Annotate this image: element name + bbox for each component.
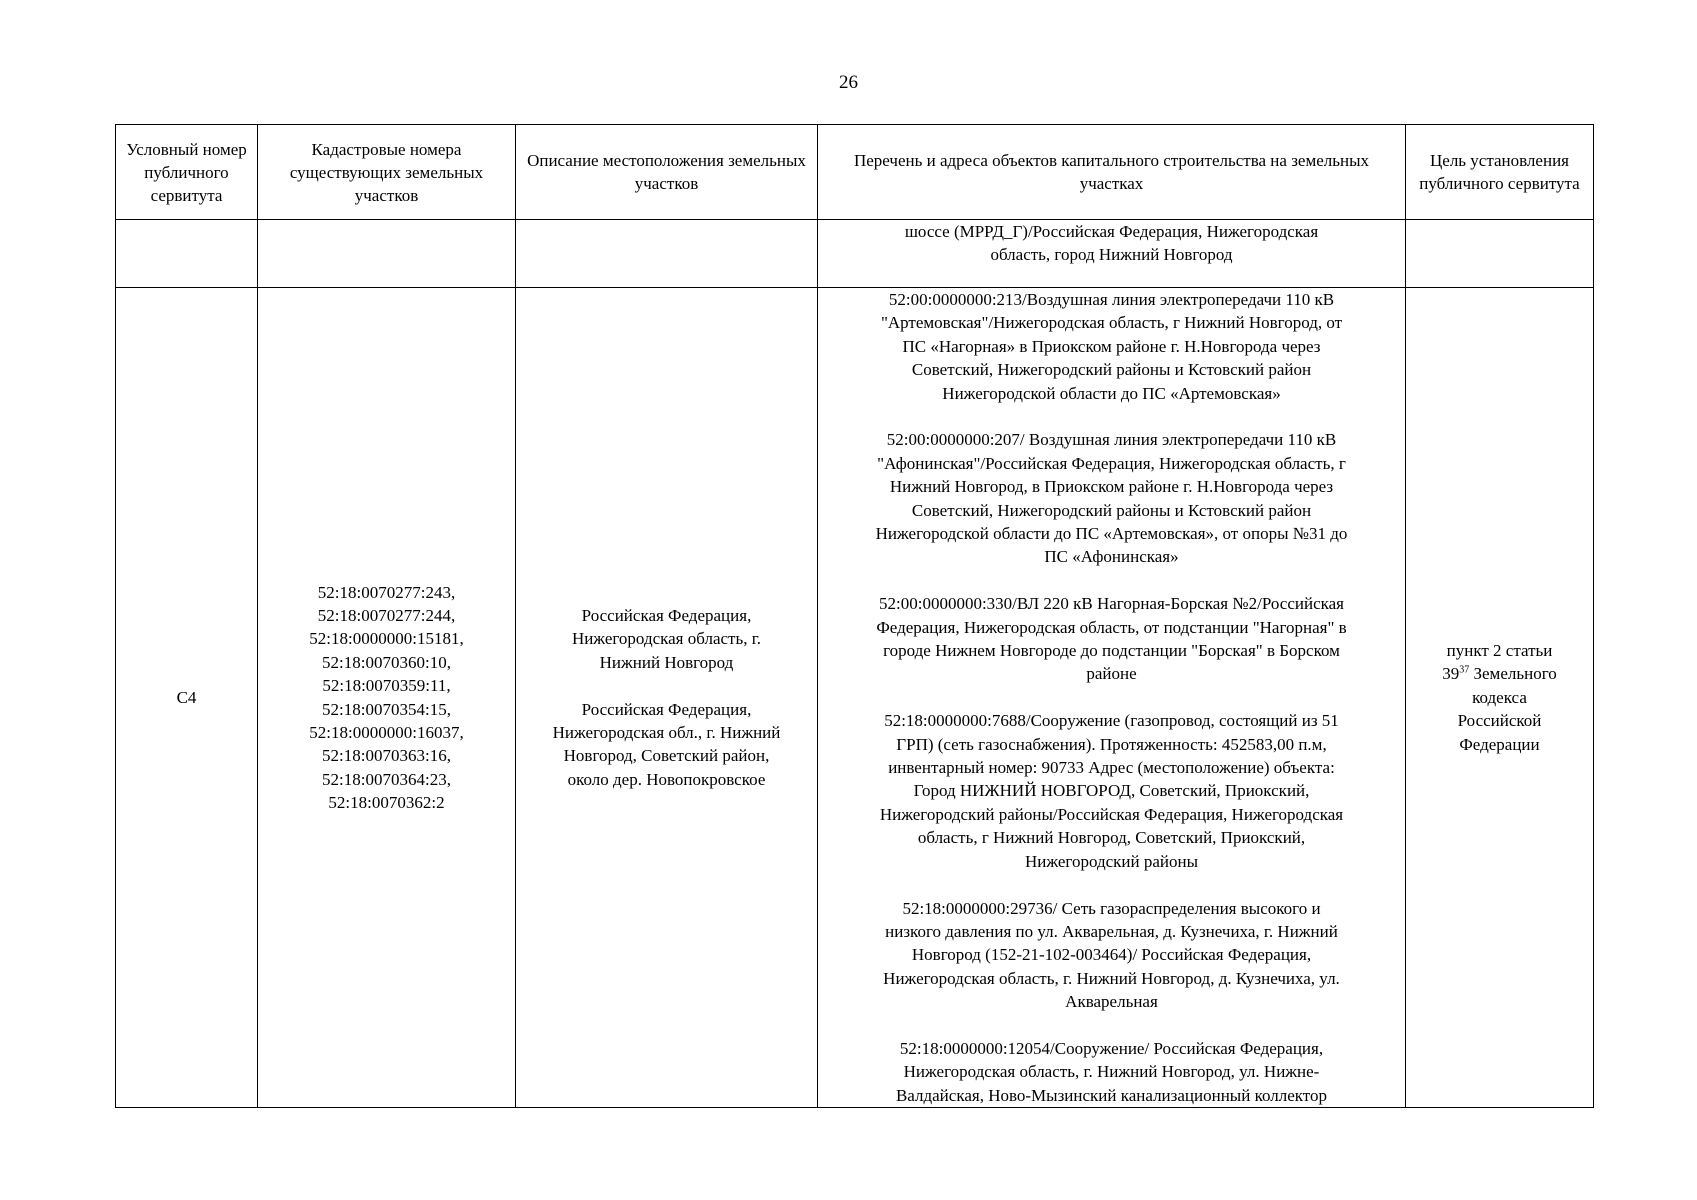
cell-empty [258, 220, 516, 288]
table-header-row [116, 125, 1594, 220]
cadastral-number: 52:18:0070277:244, [317, 605, 456, 625]
cadastral-number: 52:18:0000000:15181, [309, 629, 464, 649]
object-line: Валдайская, Ново-Мызинский канализационный коллектор [895, 1085, 1328, 1105]
object-line: 52:00:0000000:213/Воздушная линия электропередачи 110 кВ [888, 290, 1335, 309]
cadastral-number: 52:18:0070359:11, [322, 676, 451, 696]
page-number: 26 [839, 72, 858, 93]
purpose-article-superscript: 37 [1459, 664, 1470, 676]
location-line: Новгород, Советский район, [563, 746, 770, 766]
location-line: Нижегородская область, г. [571, 629, 762, 649]
purpose-line: пункт 2 статьи [1446, 641, 1553, 661]
cadastral-number: 52:18:0070360:10, [322, 652, 451, 672]
object-line: Нижегородская область, г. Нижний Новгород, ул. Нижне- [903, 1062, 1320, 1082]
cadastral-number: 52:18:0070362:2 [328, 793, 445, 813]
object-line: Советский, Нижегородский районы и Кстовский район [911, 360, 1312, 380]
object-line: 52:18:0000000:29736/ Сеть газораспределения высокого и [902, 898, 1321, 918]
object-line: Федерация, Нижегородская область, от подстанции "Нагорная" в [876, 617, 1347, 637]
cell-empty [1406, 220, 1594, 288]
object-line: Новгород (152-21-102-003464)/ Российская Федерация, [911, 945, 1312, 965]
object-line: Нижегородской области до ПС «Артемовская», от опоры №31 до [875, 524, 1348, 544]
cadastral-number: 52:18:0070277:243, [317, 582, 456, 602]
location-line: Нижегородская обл., г. Нижний [552, 722, 781, 742]
cadastral-number: 52:18:0000000:16037, [309, 722, 464, 742]
purpose-line: кодекса [1472, 687, 1527, 707]
object-line: Нижегородской области до ПС «Артемовская» [942, 383, 1281, 403]
location-line: Российская Федерация, [581, 605, 752, 625]
object-line: низкого давления по ул. Акварельная, д. Кузнечиха, г. Нижний [885, 921, 1338, 941]
purpose-line: Российской [1457, 711, 1542, 731]
location-line: Нижний Новгород [599, 652, 734, 672]
object-line: ПС «Афонинская» [1044, 547, 1179, 567]
object-entry [826, 709, 1397, 873]
object-entry [826, 897, 1397, 1014]
object-line: инвентарный номер: 90733 Адрес (местоположение) объекта: [888, 758, 1335, 778]
object-line: Акварельная [1065, 992, 1158, 1012]
cell-objects-continuation [818, 220, 1406, 288]
object-line: 52:18:0000000:7688/Сооружение (газопровод, состоящий из 51 [884, 711, 1339, 731]
servitude-table [115, 124, 1594, 1108]
cell-empty [116, 220, 258, 288]
purpose-line [1414, 662, 1585, 685]
cadastral-number: 52:18:0070363:16, [322, 746, 451, 766]
cell-location-description [516, 288, 818, 1108]
location-block [524, 698, 809, 792]
cell-purpose [1406, 288, 1594, 1108]
objects-line: область, город Нижний Новгород [990, 245, 1233, 265]
table-row-c4 [116, 288, 1594, 1108]
cell-empty [516, 220, 818, 288]
object-entry [826, 428, 1397, 568]
location-line: Российская Федерация, [581, 699, 752, 719]
object-line: область, г Нижний Новгород, Советский, Приокский, [917, 828, 1306, 848]
cadastral-number: 52:18:0070364:23, [322, 769, 451, 789]
object-line: 52:00:0000000:330/ВЛ 220 кВ Нагорная-Борская №2/Российская [879, 594, 1344, 614]
object-line: Нижегородская область, г. Нижний Новгород, д. Кузнечиха, ул. [883, 968, 1340, 988]
object-line: 52:00:0000000:207/ Воздушная линия электропередачи 110 кВ [886, 430, 1337, 450]
object-line: городе Нижнем Новгороде до подстанции "Борская" в Борском [883, 641, 1340, 661]
purpose-line-rest: Земельного [1469, 664, 1557, 684]
object-line: Советский, Нижегородский районы и Кстовский район [911, 500, 1312, 520]
objects-line: шоссе (МРРД_Г)/Российская Федерация, Нижегородская [904, 222, 1319, 241]
object-line: Нижний Новгород, в Приокском районе г. Н.Новгорода через [889, 477, 1334, 497]
header-location-description: Описание местоположения земельных участков [516, 125, 818, 220]
header-cadastral-numbers: Кадастровые номера существующих земельных участков [258, 125, 516, 220]
cell-servitude-number: С4 [116, 288, 258, 1108]
object-line: 52:18:0000000:12054/Сооружение/ Российская Федерация, [899, 1038, 1324, 1058]
purpose-line: Федерации [1459, 734, 1540, 754]
table-row-continuation [116, 220, 1594, 288]
object-line: "Афонинская"/Российская Федерация, Нижегородская область, г [877, 453, 1346, 473]
header-servitude-number: Условный номер публичного сервитута [116, 125, 258, 220]
cell-objects-list [818, 288, 1406, 1108]
header-purpose: Цель установления публичного сервитута [1406, 125, 1594, 220]
object-line: ПС «Нагорная» в Приокском районе г. Н.Новгорода через [902, 336, 1321, 356]
object-line: Нижегородский районы/Российская Федерация, Нижегородская [879, 804, 1344, 824]
purpose-article-number: 39 [1442, 664, 1460, 684]
location-block [524, 604, 809, 674]
object-entry [826, 288, 1397, 405]
object-entry [826, 1037, 1397, 1107]
object-line: ГРП) (сеть газоснабжения). Протяженность: 452583,00 п.м, [896, 734, 1327, 754]
object-line: районе [1086, 664, 1137, 684]
object-line: "Артемовская"/Нижегородская область, г Нижний Новгород, от [880, 313, 1343, 333]
object-line: Город НИЖНИЙ НОВГОРОД, Советский, Приокский, [913, 781, 1310, 801]
cell-cadastral-numbers [258, 288, 516, 1108]
object-line: Нижегородский районы [1024, 851, 1199, 871]
object-entry [826, 592, 1397, 686]
location-line: около дер. Новопокровское [567, 769, 766, 789]
cadastral-number: 52:18:0070354:15, [322, 699, 451, 719]
header-objects-list: Перечень и адреса объектов капитального строительства на земельных участках [818, 125, 1406, 220]
